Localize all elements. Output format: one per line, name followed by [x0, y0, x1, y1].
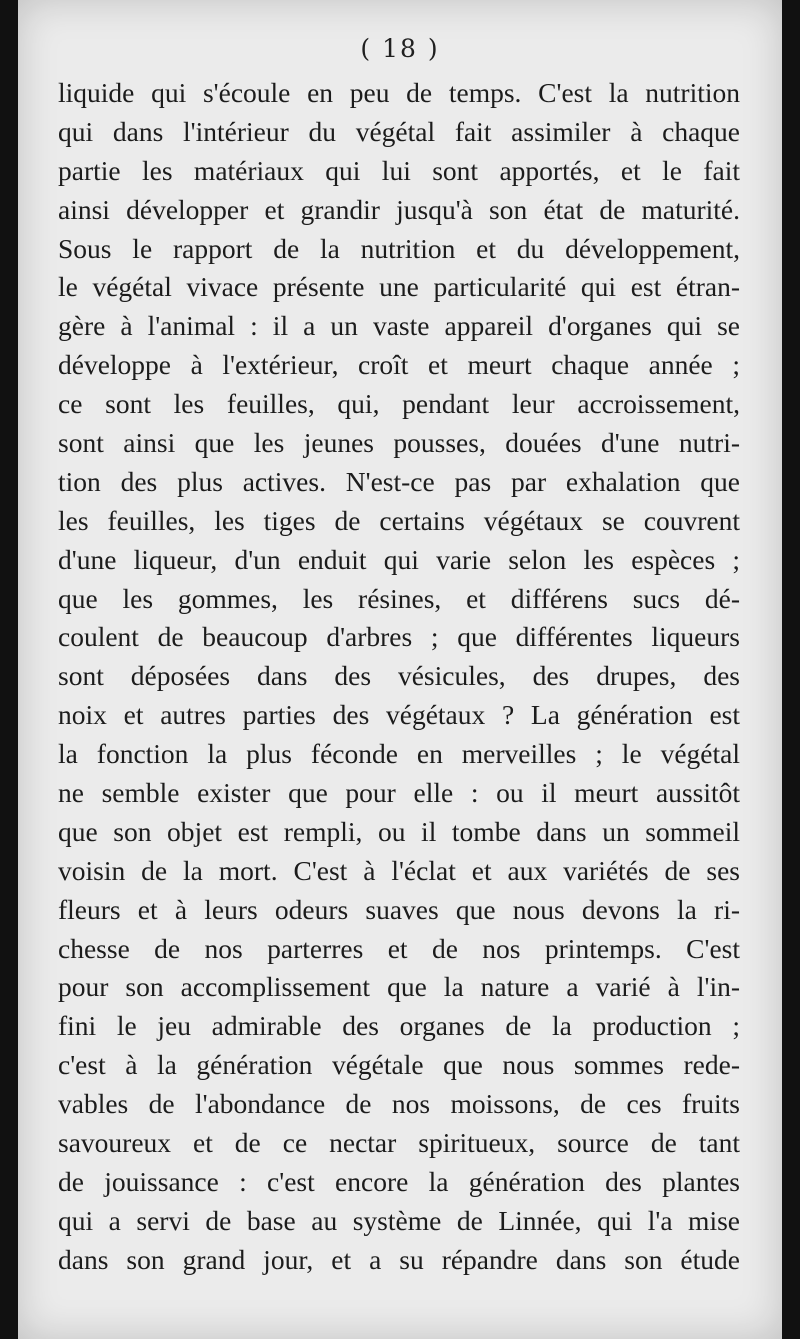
body-text	[58, 74, 740, 1280]
text-line: c'est à la génération végétale que nous sommes rede-	[58, 1049, 740, 1081]
right-scan-margin	[782, 0, 800, 1339]
text-line: tion des plus actives. N'est-ce pas par exhalation que	[58, 465, 740, 497]
text-line: qui dans l'intérieur du végétal fait assimiler à chaque	[58, 115, 740, 147]
text-line: partie les matériaux qui lui sont apportés, et le fait	[58, 154, 740, 186]
text-line: sont ainsi que les jeunes pousses, douées d'une nutri-	[58, 427, 740, 459]
text-line: dans son grand jour, et a su répandre dans son étude	[58, 1243, 740, 1275]
text-line: que son objet est rempli, ou il tombe dans un sommeil	[58, 815, 740, 847]
text-line: chesse de nos parterres et de nos printemps. C'est	[58, 932, 740, 964]
text-line: liquide qui s'écoule en peu de temps. C'est la nutrition	[58, 77, 740, 108]
text-line: coulent de beaucoup d'arbres ; que différentes liqueurs	[58, 621, 740, 653]
text-line: Sous le rapport de la nutrition et du développement,	[58, 232, 740, 264]
page-number: ( 18 )	[360, 34, 440, 63]
left-scan-margin	[0, 0, 18, 1339]
text-line: sont déposées dans des vésicules, des drupes, des	[58, 660, 740, 692]
text-line: gère à l'animal : il a un vaste appareil d'organes qui se	[58, 310, 740, 342]
text-line: qui a servi de base au système de Linnée, qui l'a mise	[58, 1204, 740, 1236]
text-line: fleurs et à leurs odeurs suaves que nous devons la ri-	[58, 893, 740, 925]
text-line: noix et autres parties des végétaux ? La génération est	[58, 699, 740, 731]
text-line: ainsi développer et grandir jusqu'à son état de maturité.	[58, 193, 740, 225]
text-line: développe à l'extérieur, croît et meurt chaque année ;	[58, 349, 740, 381]
text-line: le végétal vivace présente une particularité qui est étran-	[58, 271, 740, 303]
text-line: pour son accomplissement que la nature a varié à l'in-	[58, 971, 740, 1003]
text-line: savoureux et de ce nectar spiritueux, source de tant	[58, 1127, 740, 1159]
text-line: voisin de la mort. C'est à l'éclat et aux variétés de ses	[58, 854, 740, 886]
text-line: la fonction la plus féconde en merveilles ; le végétal	[58, 738, 740, 770]
text-line: fini le jeu admirable des organes de la production ;	[58, 1010, 740, 1042]
text-line: ce sont les feuilles, qui, pendant leur accroissement,	[58, 388, 740, 420]
text-line: d'une liqueur, d'un enduit qui varie selon les espèces ;	[58, 543, 740, 575]
text-line: ne semble exister que pour elle : ou il meurt aussitôt	[58, 777, 740, 809]
text-line: de jouissance : c'est encore la génération des plantes	[58, 1165, 740, 1197]
text-line: vables de l'abondance de nos moissons, de ces fruits	[58, 1088, 740, 1120]
text-line: les feuilles, les tiges de certains végétaux se couvrent	[58, 504, 740, 536]
text-line: que les gommes, les résines, et différens sucs dé-	[58, 582, 740, 614]
